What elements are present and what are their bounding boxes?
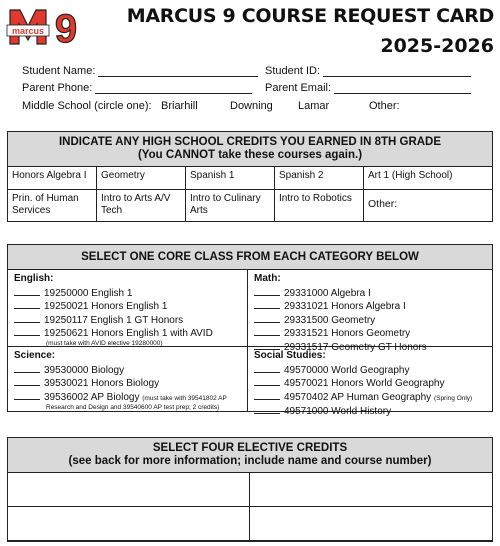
course-honors-algebra-1[interactable]	[254, 299, 486, 313]
student-id-label: Student ID:	[265, 65, 321, 77]
course-english-1-gt-text: 19250117 English 1 GT Honors	[44, 314, 184, 326]
hs-credits-heading-line2: (You CANNOT take these courses again.)	[137, 149, 363, 161]
student-name-blank[interactable]	[98, 65, 258, 77]
card-title: MARCUS 9 COURSE REQUEST CARD	[126, 5, 494, 27]
course-blank[interactable]	[14, 363, 40, 373]
course-honors-geometry-text: 29331521 Honors Geometry	[284, 328, 411, 339]
credit-spanish-2[interactable]: Spanish 2	[275, 167, 364, 190]
course-ap-biology-text: 39536002 AP Biology	[44, 391, 140, 403]
ap-biology-note-cont: Research and Design and 39540600 AP test prep; 2 credits)	[46, 404, 220, 411]
course-geometry[interactable]	[254, 313, 486, 327]
course-english-1-text: 19250000 English 1	[44, 287, 133, 299]
spring-only-note: (Spring Only)	[433, 394, 473, 402]
core-heading: SELECT ONE CORE CLASS FROM EACH CATEGORY BELOW	[8, 245, 492, 270]
school-option-lamar[interactable]: Lamar	[298, 100, 330, 112]
electives-heading-line1: SELECT FOUR ELECTIVE CREDITS	[152, 442, 348, 454]
credit-spanish-1[interactable]: Spanish 1	[186, 167, 275, 190]
math-label: Math:	[254, 273, 281, 284]
credit-prin-human-services[interactable]: Prin. of Human Services	[8, 190, 97, 221]
card-title-block	[127, 4, 494, 60]
credit-honors-algebra-1[interactable]: Honors Algebra I	[8, 167, 97, 190]
credit-intro-culinary-arts[interactable]: Intro to Culinary Arts	[186, 190, 275, 221]
science-label: Science:	[14, 350, 56, 361]
school-option-briarhill[interactable]: Briarhill	[161, 100, 198, 112]
english-category	[8, 270, 248, 347]
credit-art-1[interactable]: Art 1 (High School)	[364, 167, 492, 190]
course-biology[interactable]	[14, 363, 241, 377]
hs-credits-section	[7, 131, 493, 222]
electives-heading	[8, 438, 492, 473]
course-world-geography[interactable]	[254, 363, 486, 377]
school-logo	[6, 6, 86, 48]
school-option-downing[interactable]: Downing	[230, 100, 273, 112]
course-blank[interactable]	[254, 404, 280, 414]
course-honors-biology[interactable]	[14, 376, 241, 390]
credit-intro-robotics[interactable]: Intro to Robotics	[275, 190, 364, 221]
elective-slot-3[interactable]	[8, 507, 250, 541]
hs-credits-heading-line1: INDICATE ANY HIGH SCHOOL CREDITS YOU EARNED IN 8TH GRADE	[58, 136, 442, 148]
course-algebra-1-text: 29331000 Algebra I	[284, 287, 371, 299]
logo-text: marcus	[11, 26, 45, 36]
avid-note: (must take with AVID elective 19280000)	[46, 339, 163, 347]
course-honors-geometry[interactable]	[254, 326, 486, 340]
electives-section	[7, 437, 493, 542]
course-honors-algebra-1-text: 29331021 Honors Algebra I	[284, 301, 406, 312]
course-blank[interactable]	[254, 390, 280, 400]
student-id-field[interactable]	[265, 65, 471, 77]
elective-slot-1[interactable]	[8, 473, 250, 507]
school-option-other[interactable]: Other:	[369, 100, 400, 112]
course-honors-english-1[interactable]	[14, 299, 241, 313]
middle-school-row	[22, 100, 152, 112]
course-ap-human-geography[interactable]	[254, 390, 486, 405]
course-blank[interactable]	[254, 313, 280, 323]
course-honors-world-geography[interactable]	[254, 376, 486, 390]
course-algebra-1[interactable]	[254, 286, 486, 300]
english-label: English:	[14, 273, 54, 284]
parent-phone-field[interactable]	[22, 82, 252, 94]
course-geometry-text: 29331500 Geometry	[284, 314, 376, 326]
course-blank[interactable]	[254, 376, 280, 386]
parent-phone-blank[interactable]	[95, 82, 252, 94]
course-ap-human-geography-text: 49570402 AP Human Geography	[284, 391, 432, 403]
parent-email-field[interactable]	[265, 82, 471, 94]
course-world-history-text: 49571000 World History	[284, 406, 392, 417]
ap-biology-note: (must take with 39541802 AP	[142, 394, 227, 402]
course-world-geography-text: 49570000 World Geography	[284, 364, 410, 376]
course-blank[interactable]	[14, 286, 40, 296]
core-classes-section	[7, 244, 493, 417]
student-id-blank[interactable]	[323, 65, 471, 77]
course-geometry-gt-text: 29331517 Geometry GT Honors	[284, 341, 427, 353]
math-category	[248, 270, 492, 353]
course-blank[interactable]	[14, 376, 40, 386]
course-blank[interactable]	[254, 363, 280, 373]
course-ap-biology[interactable]	[14, 390, 241, 405]
student-name-field[interactable]	[22, 65, 258, 77]
parent-email-blank[interactable]	[334, 82, 471, 94]
course-world-history[interactable]	[254, 404, 486, 418]
course-blank[interactable]	[14, 299, 40, 309]
logo-number: 9	[54, 7, 78, 48]
course-honors-english-1-text: 19250021 Honors English 1	[44, 301, 168, 312]
electives-grid	[8, 473, 492, 541]
credit-intro-arts-av-tech[interactable]: Intro to Arts A/V Tech	[97, 190, 186, 221]
course-honors-biology-text: 39530021 Honors Biology	[44, 378, 160, 389]
course-honors-english-avid[interactable]	[14, 326, 241, 340]
course-blank[interactable]	[14, 326, 40, 336]
science-category	[8, 347, 248, 411]
middle-school-label: Middle School (circle one):	[22, 100, 152, 112]
course-blank[interactable]	[14, 390, 40, 400]
elective-slot-2[interactable]	[250, 473, 492, 507]
course-blank[interactable]	[254, 326, 280, 336]
hs-credits-grid	[8, 167, 492, 221]
core-grid	[8, 270, 492, 417]
elective-slot-4[interactable]	[250, 507, 492, 541]
parent-email-label: Parent Email:	[265, 82, 332, 94]
course-blank[interactable]	[254, 286, 280, 296]
electives-heading-line2: (see back for more information; include name and course number)	[68, 455, 432, 467]
course-blank[interactable]	[14, 313, 40, 323]
parent-phone-label: Parent Phone:	[22, 82, 93, 94]
course-english-1-gt[interactable]	[14, 313, 241, 327]
course-biology-text: 39530000 Biology	[44, 364, 125, 376]
course-honors-english-avid-text: 19250621 Honors English 1 with AVID	[44, 328, 213, 339]
hs-credits-heading	[8, 132, 492, 167]
credit-other[interactable]: Other:	[368, 198, 398, 210]
course-english-1[interactable]	[14, 286, 241, 300]
student-name-label: Student Name:	[22, 65, 96, 77]
social-studies-label: Social Studies:	[254, 350, 326, 361]
card-year: 2025-2026	[380, 35, 494, 57]
credit-geometry[interactable]: Geometry	[97, 167, 186, 190]
course-honors-world-geography-text: 49570021 Honors World Geography	[284, 378, 445, 389]
social-studies-category	[248, 347, 492, 417]
course-blank[interactable]	[254, 299, 280, 309]
